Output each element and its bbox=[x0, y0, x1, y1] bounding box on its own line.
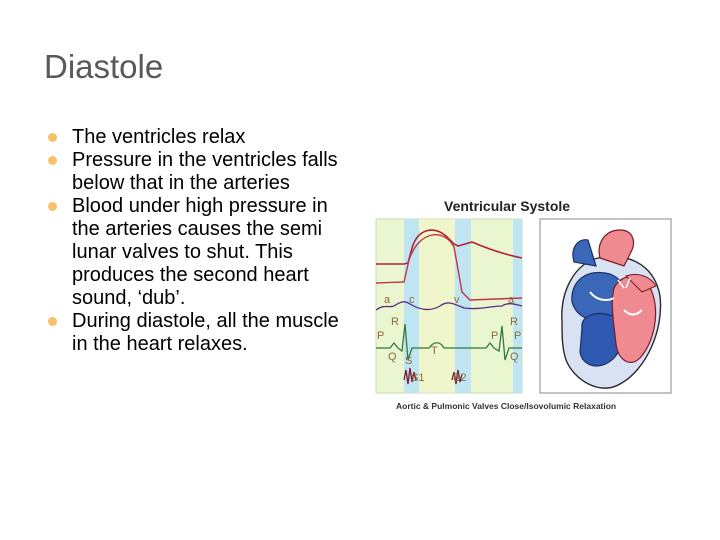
label-s1: S1 bbox=[411, 372, 425, 384]
bullet-item bbox=[48, 149, 348, 195]
label-p-wave-2: P bbox=[491, 330, 499, 342]
label-r-wave-2: R bbox=[510, 316, 518, 328]
figure-caption: Aortic & Pulmonic Valves Close/Isovolumic Relaxation bbox=[396, 401, 617, 411]
label-s2: S2 bbox=[453, 372, 467, 384]
label-s-wave: S bbox=[405, 355, 413, 367]
cardiac-cycle-figure bbox=[374, 192, 674, 417]
label-q-wave-2: Q bbox=[510, 351, 519, 363]
label-q-wave: Q bbox=[388, 351, 397, 363]
label-t-wave: T bbox=[431, 345, 438, 357]
label-p-wave-3: P bbox=[514, 330, 522, 342]
bullet-text: Pressure in the ventricles falls below that in the arteries bbox=[72, 149, 338, 194]
ejection-band bbox=[419, 219, 455, 393]
label-r-wave: R bbox=[391, 316, 399, 328]
bullet-item bbox=[48, 310, 348, 356]
label-p-wave: P bbox=[377, 330, 385, 342]
label-a-wave-2: a bbox=[508, 294, 515, 306]
bullet-list bbox=[48, 126, 348, 356]
bullet-text: Blood under high pressure in the arteries causes the semi lunar valves to shut. This produces the second heart sound, ‘dub’. bbox=[72, 195, 328, 309]
bullet-item bbox=[48, 126, 348, 149]
label-c-wave: c bbox=[409, 294, 415, 306]
label-v-wave: v bbox=[454, 294, 460, 306]
slide-title: Diastole bbox=[44, 48, 164, 85]
label-a-wave: a bbox=[384, 294, 391, 306]
bullet-dot-icon bbox=[48, 202, 57, 211]
cardiac-cycle-illustration bbox=[374, 192, 674, 417]
bullet-item bbox=[48, 195, 348, 310]
bullet-dot-icon bbox=[48, 133, 57, 142]
bullet-text: The ventricles relax bbox=[72, 126, 246, 148]
bullet-text: During diastole, all the muscle in the heart relaxes. bbox=[72, 310, 339, 355]
figure-heading: Ventricular Systole bbox=[444, 198, 571, 214]
bullet-dot-icon bbox=[48, 156, 57, 165]
bullet-dot-icon bbox=[48, 317, 57, 326]
